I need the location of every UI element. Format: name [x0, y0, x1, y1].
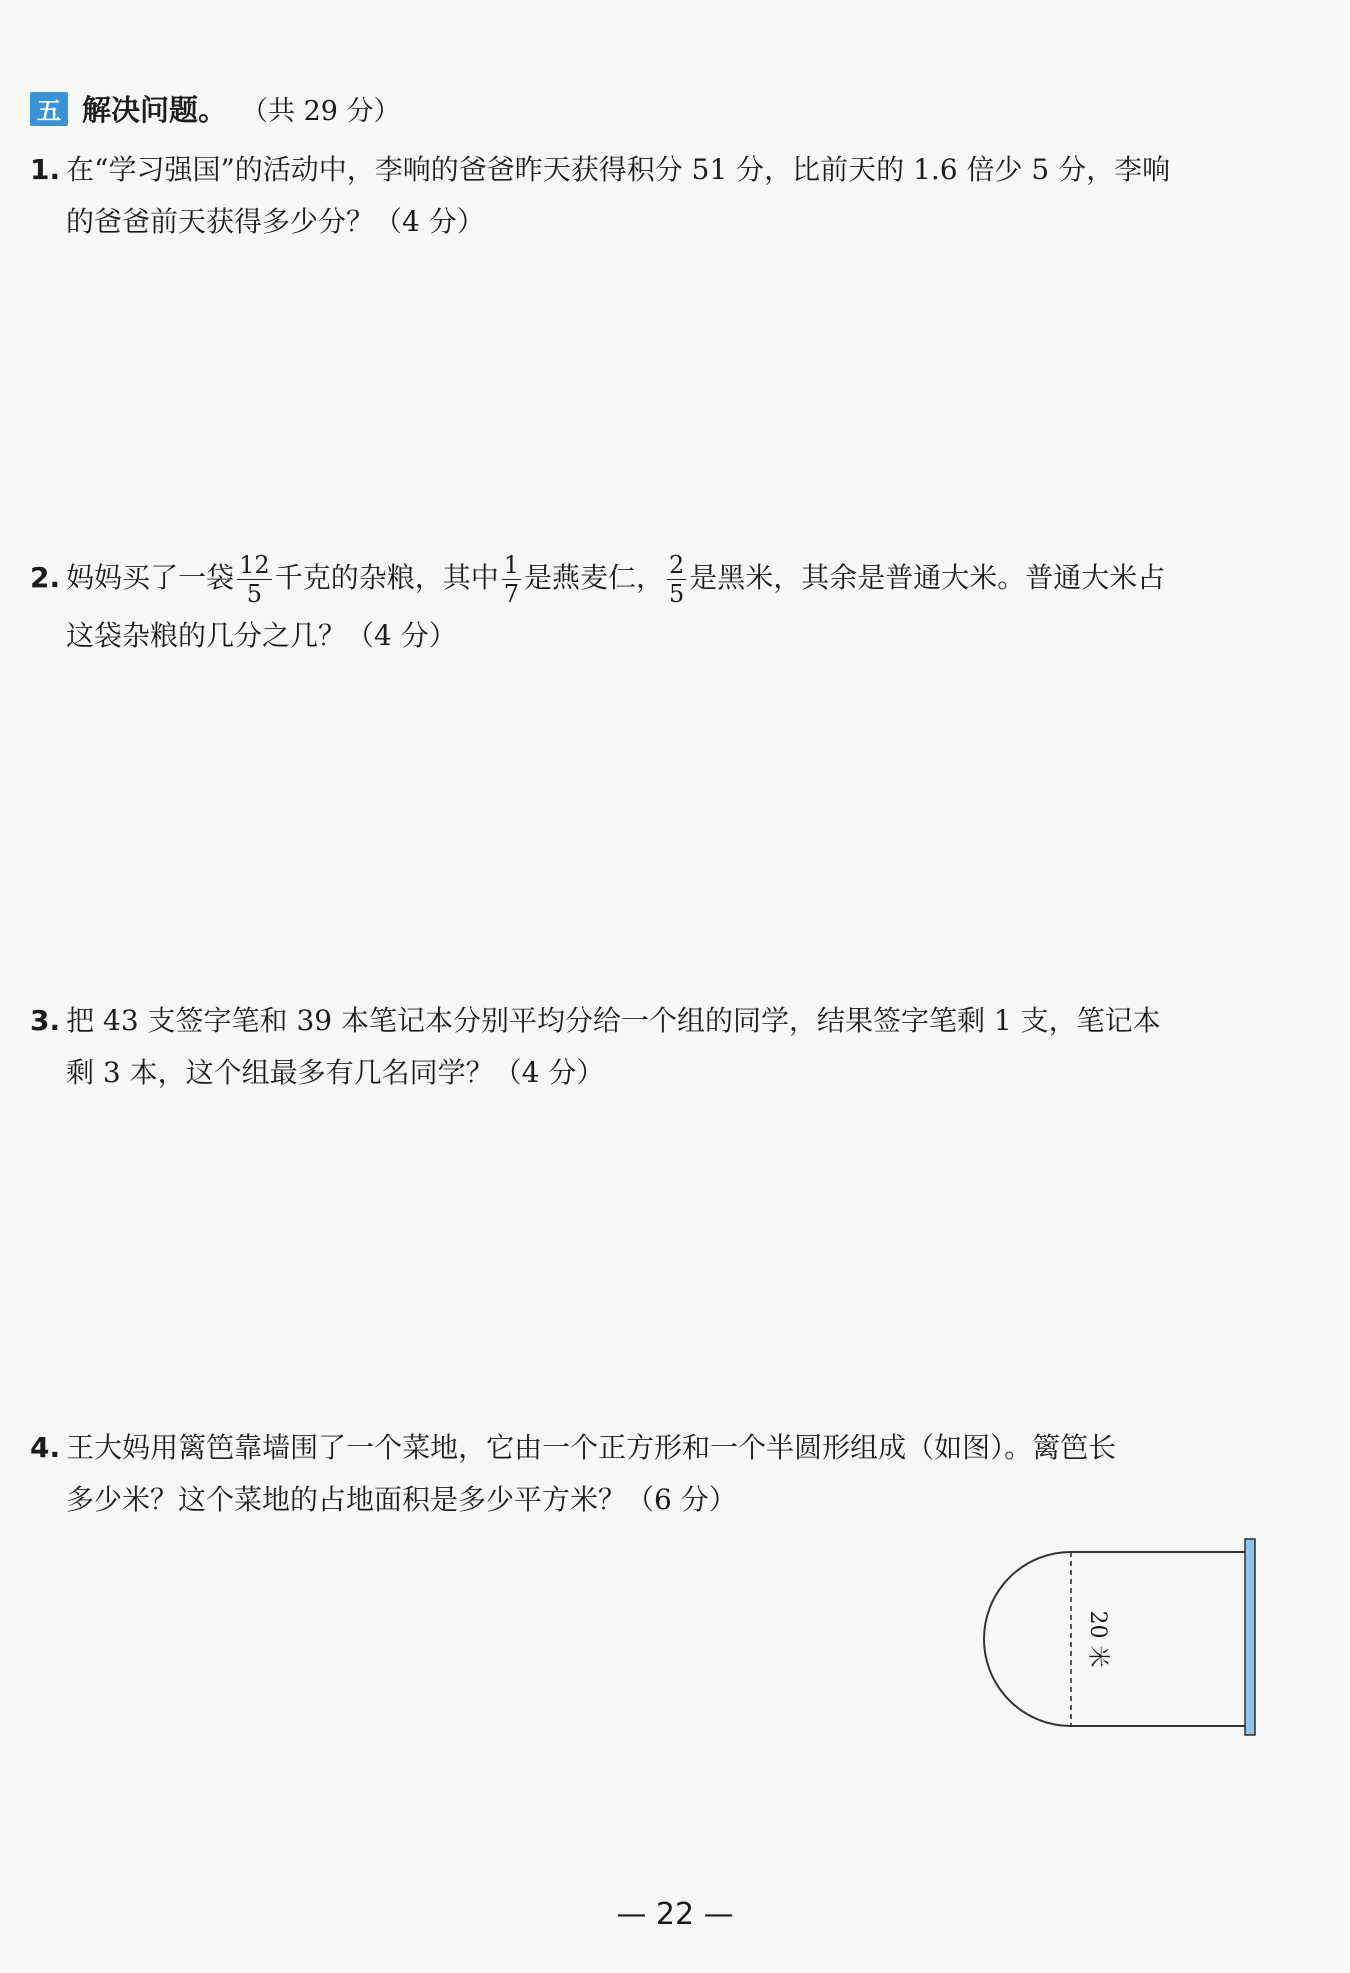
page-number: — 22 — [616, 1897, 734, 1932]
question-text-line2: 剩 3 本，这个组最多有几名同学？（4 分） [66, 1056, 605, 1089]
section-score: （共 29 分） [241, 96, 401, 127]
section-number-badge: 五 [30, 92, 68, 126]
fraction-12-5: $\frac{12}{5}$ [239, 551, 270, 608]
question-text-line2: 这袋杂粮的几分之几？（4 分） [66, 619, 457, 652]
side-length-label: 20 米 [1085, 1610, 1110, 1668]
question-number: 2. [30, 561, 61, 594]
question-text-line2: 的爸爸前天获得多少分？（4 分） [66, 205, 485, 238]
question-3 [30, 995, 1270, 1099]
question-text-line2: 多少米？这个菜地的占地面积是多少平方米？（6 分） [66, 1483, 737, 1516]
garden-diagram [975, 1535, 1265, 1740]
section-header [30, 88, 401, 129]
question-number: 3. [30, 1004, 61, 1037]
fraction-1-7: $\frac{1}{7}$ [503, 551, 519, 608]
question-text-line1: 把 43 支签字笔和 39 本笔记本分别平均分给一个组的同学，结果签字笔剩 1 支，笔记本 [66, 1004, 1161, 1037]
question-text-line1: 王大妈用篱笆靠墙围了一个菜地，它由一个正方形和一个半圆形组成（如图）。篱笆长 [66, 1431, 1117, 1464]
question-number: 1. [30, 153, 61, 186]
question-text-line1: 在“学习强国”的活动中，李响的爸爸昨天获得积分 51 分，比前天的 1.6 倍少 5 分，李响 [66, 153, 1171, 186]
fence-outline [984, 1552, 1245, 1726]
question-text-part2: 千克的杂粮，其中 [274, 561, 499, 594]
section-title: 解决问题。 [82, 93, 228, 127]
question-text-part1: 妈妈买了一袋 [66, 561, 235, 594]
wall [1245, 1539, 1255, 1735]
question-1 [30, 144, 1270, 248]
question-text-part3: 是燕麦仁， [523, 561, 664, 594]
fraction-2-5: $\frac{2}{5}$ [669, 551, 685, 608]
question-4 [30, 1422, 1270, 1526]
question-text-part4: 是黑米，其余是普通大米。普通大米占 [689, 561, 1166, 594]
question-number: 4. [30, 1431, 61, 1464]
question-2 [30, 546, 1270, 662]
